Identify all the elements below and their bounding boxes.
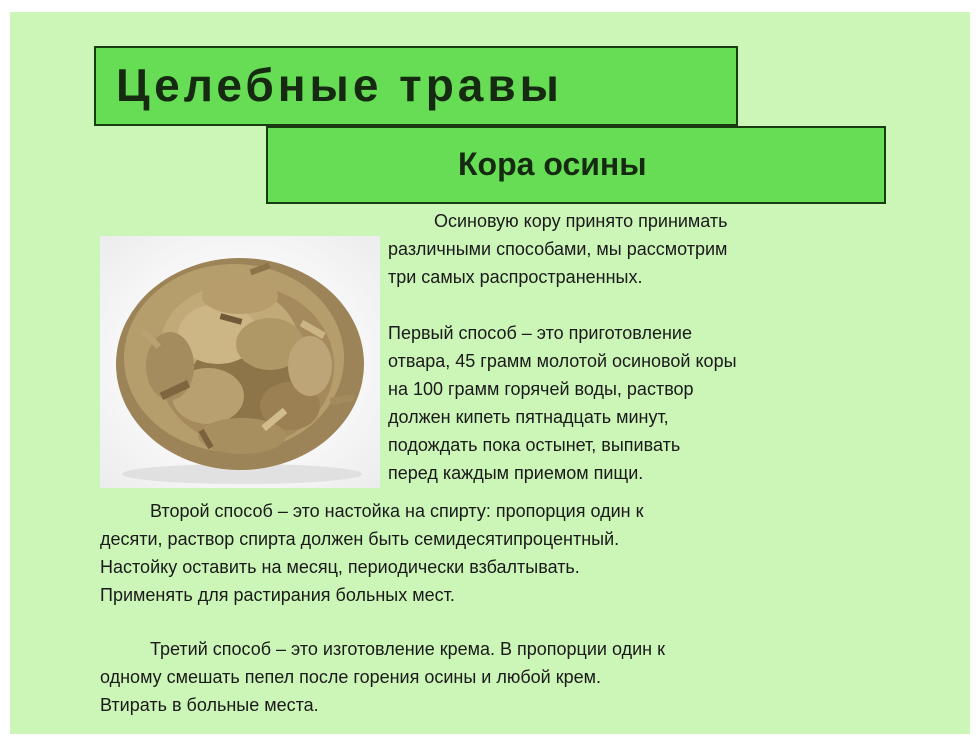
slide bbox=[10, 12, 970, 734]
paragraph-first-method-line-4: должен кипеть пятнадцать минут, bbox=[388, 407, 669, 427]
paragraph-third-method-line-2: одному смешать пепел после горения осины и любой крем. bbox=[100, 667, 602, 687]
paragraph-intro-line-1: Осиновую кору принято принимать bbox=[434, 211, 728, 231]
paragraph-first-method-line-1: Первый способ – это приготовление bbox=[388, 323, 692, 343]
paragraph-second-method-line-3: Настойку оставить на месяц, периодически взбалтывать. bbox=[100, 557, 580, 577]
aspen-bark-photo bbox=[100, 236, 380, 488]
page-subtitle: Кора осины bbox=[458, 146, 647, 182]
paragraph-first-method-line-2: отвара, 45 грамм молотой осиновой коры bbox=[388, 351, 737, 371]
paragraph-second-method-line-4: Применять для растирания больных мест. bbox=[100, 585, 455, 605]
paragraph-second-method-line-1: Второй способ – это настойка на спирту: пропорция один к bbox=[150, 501, 644, 521]
paragraph-second-method-line-2: десяти, раствор спирта должен быть семидесятипроцентный. bbox=[100, 529, 620, 549]
paragraph-first-method-line-5: подождать пока остынет, выпивать bbox=[388, 435, 681, 455]
paragraph-first-method-line-3: на 100 грамм горячей воды, раствор bbox=[388, 379, 694, 399]
page-title: Целебные травы bbox=[116, 59, 563, 111]
bark-pile-image bbox=[100, 236, 380, 488]
paragraph-intro-line-2: различными способами, мы рассмотрим bbox=[388, 239, 728, 259]
paragraph-third-method-line-1: Третий способ – это изготовление крема. В пропорции один к bbox=[150, 639, 665, 659]
subtitle-banner bbox=[266, 126, 886, 204]
title-banner bbox=[94, 46, 738, 126]
paragraph-first-method-line-6: перед каждым приемом пищи. bbox=[388, 463, 644, 483]
paragraph-third-method-line-3: Втирать в больные места. bbox=[100, 695, 319, 715]
paragraph-intro-line-3: три самых распространенных. bbox=[388, 267, 643, 287]
